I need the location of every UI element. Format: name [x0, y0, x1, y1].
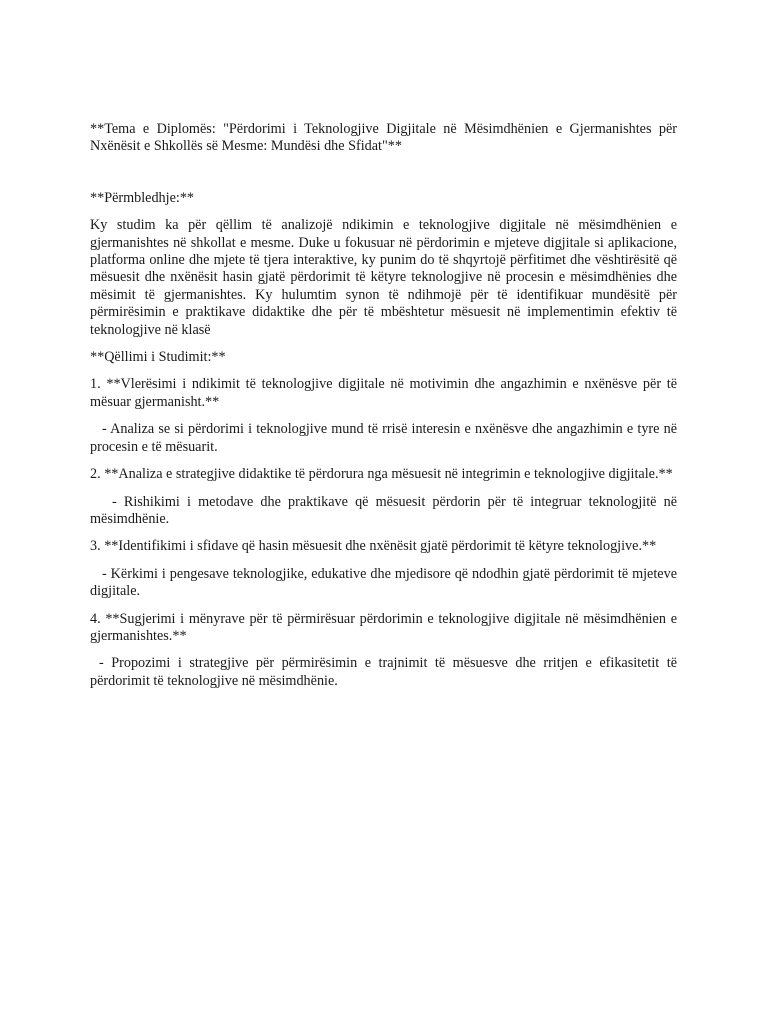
goal-item-title: 4. **Sugjerimi i mënyrave për të përmirësuar përdorimin e teknologjive digjitale në mësimdhënien e gjermanishtes.**	[90, 610, 677, 644]
goals-heading: **Qëllimi i Studimit:**	[90, 349, 226, 366]
summary-paragraph: Ky studim ka për qëllim të analizojë ndikimin e teknologjive digjitale në mësimdhënien e gjermanishtes në shkollat e mesme. Duke u fokusuar në përdorimin e mjeteve digjitale si aplikacione, platforma online dhe mjete të tjera interaktive, ky punim do të shqyrtojë përfitimet dhe vështirësitë që mësuesit dhe nxënësit hasin gjatë përdorimit të këtyre teknologjive në procesin e mësimdhënies dhe mësimit të gjermanishtes. Ky hulumtim synon të ndihmojë për të identifikuar mundësitë për përmirësimin e praktikave didaktike dhe për të mbështetur mësuesit në implementimin efektiv të teknologjive në klasë	[90, 217, 677, 338]
document-title: **Tema e Diplomës: "Përdorimi i Teknologjive Digjitale në Mësimdhënien e Gjermanishtes për Nxënësit e Shkollës së Mesme: Mundësi dhe Sfidat"**	[90, 121, 677, 155]
goal-item-detail: - Rishikimi i metodave dhe praktikave që mësuesit përdorin për të integruar teknologjitë në mësimdhënie.	[90, 493, 677, 527]
goal-item-title: 3. **Identifikimi i sfidave që hasin mësuesit dhe nxënësit gjatë përdorimit të këtyre teknologjive.**	[90, 538, 657, 555]
goal-item-detail: - Kërkimi i pengesave teknologjike, edukative dhe mjedisore që ndodhin gjatë përdorimit të mjeteve digjitale.	[90, 565, 677, 600]
goal-item-title: 1. **Vlerësimi i ndikimit të teknologjive digjitale në motivimin dhe angazhimin e nxënësve për të mësuar gjermanisht.**	[90, 376, 677, 410]
summary-heading: **Përmbledhje:**	[90, 189, 195, 206]
goal-item-detail: - Propozimi i strategjive për përmirësimin e trajnimit të mësuesve dhe rritjen e efikasitetit të përdorimit të teknologjive në mësimdhënie.	[90, 655, 677, 689]
goal-item-detail: - Analiza se si përdorimi i teknologjive mund të rrisë interesin e nxënësve dhe angazhimin e tyre në procesin e të mësuarit.	[90, 421, 677, 455]
document-page	[90, 121, 677, 700]
goal-item-title: 2. **Analiza e strategjive didaktike të përdorura nga mësuesit në integrimin e teknologjive digjitale.**	[90, 466, 673, 483]
